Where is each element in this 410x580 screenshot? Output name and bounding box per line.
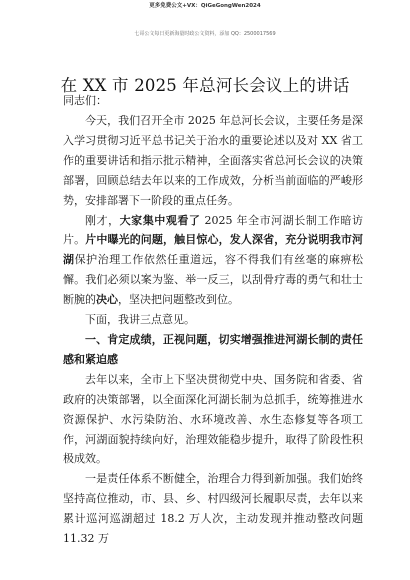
p2-part-g: ，坚决把问题整改到位。: [118, 293, 239, 307]
p2-part-f: 决心: [96, 293, 118, 307]
p2-part-d: 片中曝光的问题，触目惊心，发人深省，充分说明我市河湖: [63, 233, 364, 267]
document-title: 在 XX 市 2025 年总河长会议上的讲话: [60, 76, 350, 95]
section-heading-1-text: 一、肯定成绩，正视问题，切实增强推进河湖长制的责任感和紧迫感: [63, 332, 363, 366]
p2-part-c: 2025 年全市河湖长制工作暗访片。: [63, 213, 364, 247]
section-heading-1: [63, 330, 363, 370]
p2-part-a: 刚才，: [85, 213, 120, 227]
top-banner: 更多免费公文+VX：QiGeGongWen2024: [149, 3, 261, 9]
document-body: [63, 111, 363, 549]
p2-part-e: 保护治理工作依然任重道远，容不得我们有丝毫的麻痹松懈。我们必须以案为鉴、举一反三，以刮骨疗毒的勇气和壮士断腕的: [63, 253, 364, 307]
p2-part-b: 大家集中观看了: [119, 213, 201, 227]
paragraph-1: 今天，我们召开全市 2025 年总河长会议，主要任务是深入学习贯彻习近平总书记关于治水的重要论述以及对 XX 省工作的重要讲话和指示批示精神，全面落实省总河长会议的决策部署，回顾总结去年以来的工作成效，分析当前面临的严峻形势，安排部署下一阶段的重点任务。: [63, 114, 363, 207]
paragraph-3: 下面，我讲三点意见。: [85, 313, 195, 327]
paragraph-2: [63, 211, 363, 311]
salutation: 同志们：: [63, 94, 107, 107]
paragraph-4: 去年以来，全市上下坚决贯彻党中央、国务院和省委、省政府的决策部署，以全面深化河湖长制为总抓手，统筹推进水资源保护、水污染防治、水环境改善、水生态修复等各项工作，河湖面貌持续向好，治理效能稳步提升，取得了阶段性积极成效。: [63, 372, 363, 466]
notice-line: 七哥公文每日更新海量时政公文资料，添加 QQ：2500017569: [134, 31, 276, 37]
paragraph-5: 一是责任体系不断健全，治理合力得到新加强。我们始终坚持高位推动，市、县、乡、村四级河长履职尽责，去年以来累计巡河巡湖超过 18.2 万人次，主动发现并推动整改问题 11.32 万: [63, 472, 363, 546]
